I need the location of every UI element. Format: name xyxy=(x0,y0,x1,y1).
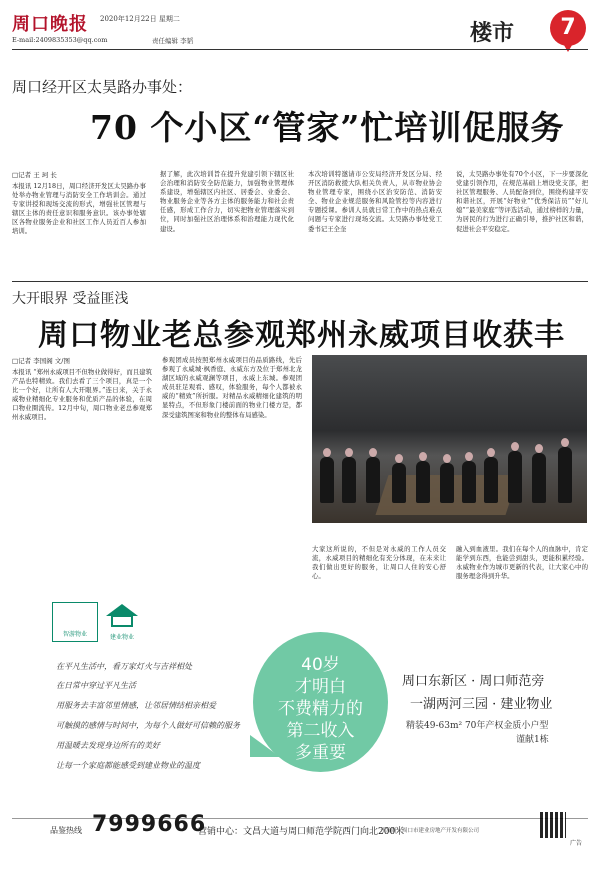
ad-headline-features: 一湖两河三园 · 建业物业 xyxy=(410,697,553,712)
hotline-number: 7999666 xyxy=(92,812,207,837)
bubble-line: 40岁 xyxy=(301,655,340,675)
bubble-line: 不费精力的 xyxy=(278,699,363,719)
brand-logo-right xyxy=(100,602,144,640)
page-number-badge: 7 xyxy=(550,10,586,46)
ad-launch: 谨献1栋 xyxy=(516,735,549,745)
story2-kicker: 大开眼界 受益匪浅 xyxy=(12,291,129,307)
story2-column-2: 参观团成员按照郑州永威项目的品质路线，先后参观了永威城·枫香庭、永威东方及位于郑州北龙湖区域的永威观澜等项目，永威上东城。参观团成员驻足观看、感叹，体验服务，每个人都被永威的“精致”所折服。对精品永威精细化建筑的明显特点，不但形象门楼前面的物业门楼方是，都深受建筑图案和物业的整体布局感染。 xyxy=(162,356,302,419)
story2-column-1: 本报讯 “郑州永威项目不但物业做得好，而且建筑产品也特精致。我们去看了三个项目，真是一个比一个好，让所有人大开眼界。”连日来，关于永威物业精细化专业服务和优质产品的体验，在周口物业圈流传。12月中旬，周口物业老总参观郑州永威项目。 xyxy=(12,368,152,422)
story1-headline: 70 个小区“管家”忙培训促服务 xyxy=(90,108,565,147)
header-divider xyxy=(12,49,588,50)
qr-code-icon xyxy=(540,812,566,838)
newspaper-logo: 周口晚报 xyxy=(12,14,88,35)
hotline-label: 品鉴热线 xyxy=(50,826,82,835)
story-divider xyxy=(12,281,588,282)
ad-tag: 广告 xyxy=(570,840,583,847)
bubble-line: 多重要 xyxy=(295,743,346,763)
ad-hand-line: 可触摸的感情与时间中，为每个人做好可信赖的服务 xyxy=(56,721,240,730)
story1-kicker: 周口经开区太昊路办事处： xyxy=(12,78,193,96)
bubble-line: 第二收入 xyxy=(286,721,355,741)
brand-left-label: 智游物业 xyxy=(62,631,87,638)
ad-hand-line: 在日常中穿过平凡生活 xyxy=(56,681,136,690)
editor-credit: 责任编辑 李韬 xyxy=(152,37,194,45)
story1-column-3: 本次培训特邀请市公安局经济开发区分局、经开区消防救援大队相关负责人，从市物业协会物业管理专家，围绕小区治安防范、消防安全、物业企业规范服务和风险管控等内容进行专题授课。参训人员就日常工作中的热点难点问题与专家进行现场交流。太昊路办事处党工委书记王全奎 xyxy=(308,170,442,233)
ad-hand-line: 用温暖去发现身边所有的美好 xyxy=(56,741,160,750)
section-title: 楼市 xyxy=(470,20,515,46)
ad-headline-location: 周口东新区 · 周口师范旁 xyxy=(402,674,545,689)
story1-column-1: 本报讯 12月18日，周口经济开发区太昊路办事处举办物业管理与消防安全工作培训会。通过专家讲授和现场交流的形式，增强社区管理与辖区主体的责任意识和服务意识。该办事处辖区各物业服务企业和社区工作人员近百人参加培训。 xyxy=(12,182,146,236)
photo-caption: 参观团在永威项目现场参观 xyxy=(317,534,399,542)
story2-byline: □记者 李国阁 文/图 xyxy=(12,357,70,365)
story2-column-4: 融入到血液里。我们在每个人的血脉中，肯定能学到东西，也能尝到甜头，更能积累经验。永威物业作为城市更新的代表，让大家心中的服务理念得到升华。 xyxy=(456,545,588,581)
story1-column-4: 说，太昊路办事处有70个小区，下一步要深化党建引领作用，在规范基础上增设党支部，把社区管理服务、人员配备到位，围绕构建平安和谐社区，开展“好物业”“优秀保洁员”“好儿媳”“最美家庭”等评选活动，通过榜样的力量，为居民的行为进行正确引导，推护社区和谐，促进社会平安稳定。 xyxy=(456,170,588,233)
brand-right-label: 建业物业 xyxy=(109,634,134,641)
sales-center-address: 营销中心：文昌大道与周口师范学院西门向北200米 xyxy=(198,827,405,837)
story2-headline: 周口物业老总参观郑州永威项目收获丰 xyxy=(38,318,565,353)
ad-hand-line: 用服务去丰富邻里情感，让邻居情结相亲相爱 xyxy=(56,701,216,710)
story1-byline: □记者 王 珂 长 xyxy=(12,171,57,179)
bubble-line: 才明白 xyxy=(295,677,346,697)
brand-logo-left xyxy=(52,602,98,642)
ad-hand-line: 让每一个家庭都能感受到建业物业的温度 xyxy=(56,761,200,770)
story1-column-2: 据了解，此次培训旨在提升党建引领下辖区社会治理和消防安全防范能力，加强物业管理体系建设，增强辖区内社区、居委会、业委会、物业服务企业等各方主体的服务能力和社会责任感，形成工作合力，切实把物业管理落实到位，同时加强社区治理体系和治理能力现代化建设。 xyxy=(160,170,294,233)
house-icon xyxy=(100,602,144,628)
ad-hand-line: 在平凡生活中，看万家灯火与吉祥相处 xyxy=(56,662,192,671)
story2-column-3: 大家这所说的，不但是对永威的工作人员交流，永威项目的精细化有充分体现，在未来让我们做出更好的服务，让周口人住的安心舒心。 xyxy=(312,545,446,581)
issue-date: 2020年12月22日 星期二 xyxy=(100,15,180,23)
contact-email: E-mail:2409835353@qq.com xyxy=(12,36,108,44)
ad-unit-area: 精装49-63m² 70年产权金质小户型 xyxy=(406,721,549,731)
news-photo xyxy=(312,355,587,523)
developer-legal-text: 开发商：周口市建业房地产开发有限公司 xyxy=(380,828,480,834)
